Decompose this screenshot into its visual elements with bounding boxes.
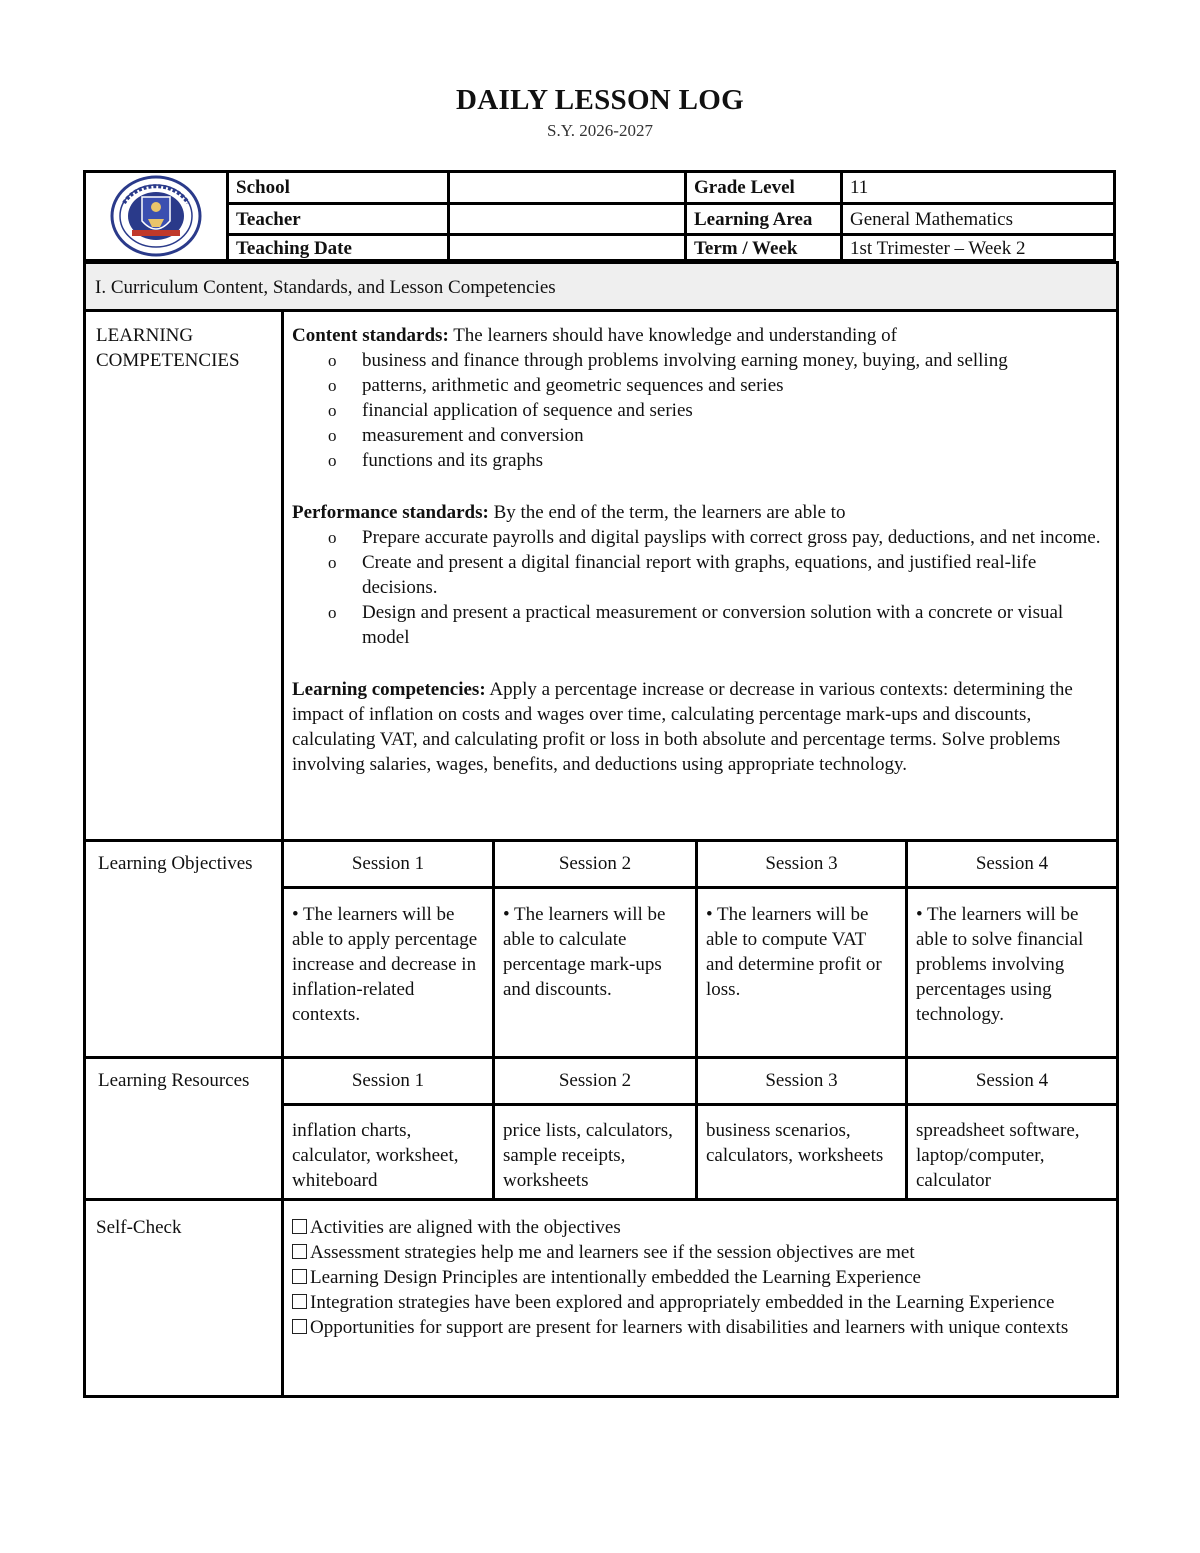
self-check-list — [292, 1215, 1107, 1340]
objective-session-2: • The learners will be able to calculate percentage mark-ups and discounts. — [503, 904, 666, 1000]
objective-session-1: • The learners will be able to apply percentage increase and decrease in inflation-related contexts. — [292, 904, 478, 1025]
resource-session-1: inflation charts, calculator, worksheet, whiteboard — [292, 1120, 459, 1191]
objective-session-4: • The learners will be able to solve financial problems involving percentages using technology. — [916, 904, 1084, 1025]
resources-session-4-heading: Session 4 — [975, 1070, 1049, 1091]
self-check-label: Self-Check — [96, 1217, 182, 1238]
bullet-marker: o — [328, 426, 337, 445]
checkbox[interactable] — [292, 1244, 307, 1259]
header-grid — [229, 173, 1113, 259]
header-row-school — [229, 173, 1113, 202]
header-row-teacher — [229, 205, 1113, 234]
school-year: S.Y. 2026-2027 — [547, 121, 653, 140]
bullet-marker: o — [328, 451, 337, 470]
content-item: o functions and its graphs — [328, 450, 544, 471]
resources-session-1-heading: Session 1 — [351, 1070, 425, 1091]
checkbox[interactable] — [292, 1319, 307, 1334]
resource-session-4: spreadsheet software, laptop/computer, calculator — [916, 1120, 1080, 1191]
content-standards: Content standards: The learners should have knowledge and understanding of — [292, 325, 897, 346]
checkbox[interactable] — [292, 1294, 307, 1309]
bullet-marker: o — [328, 401, 337, 420]
performance-item: o Design and present a practical measurement or conversion solution with a concrete or visual model — [328, 602, 1064, 648]
term-week-label: Term / Week — [694, 238, 798, 259]
objectives-session-2-heading: Session 2 — [558, 853, 632, 874]
learning-competencies-label: LEARNING COMPETENCIES — [96, 325, 240, 371]
self-check-item: Learning Design Principles are intentionally embedded the Learning Experience — [292, 1265, 1107, 1290]
learning-area-label: Learning Area — [694, 209, 813, 230]
self-check-item: Integration strategies have been explored and appropriately embedded in the Learning Experience — [292, 1290, 1107, 1315]
teaching-date-label: Teaching Date — [236, 238, 352, 259]
resource-session-3: business scenarios, calculators, worksheets — [706, 1120, 884, 1166]
teacher-field[interactable] — [450, 205, 684, 234]
standards-content — [292, 323, 1112, 777]
bullet-marker: o — [328, 603, 337, 622]
bullet-marker: o — [328, 553, 337, 572]
learning-resources-label: Learning Resources — [98, 1070, 250, 1091]
logo-cell — [86, 173, 229, 259]
self-check-item: Assessment strategies help me and learners see if the session objectives are met — [292, 1240, 1107, 1265]
learning-objectives-label: Learning Objectives — [98, 853, 253, 874]
content-standards-list — [292, 348, 1112, 473]
header-table — [83, 170, 1116, 262]
lesson-log-table — [83, 261, 1119, 1398]
teaching-date-field[interactable] — [450, 234, 684, 263]
objectives-session-3-heading: Session 3 — [765, 853, 838, 874]
resources-session-2-heading: Session 2 — [558, 1070, 632, 1091]
content-item: o financial application of sequence and series — [328, 400, 693, 421]
section-heading: I. Curriculum Content, Standards, and Lesson Competencies — [86, 264, 1116, 312]
teacher-label: Teacher — [236, 209, 301, 230]
resources-session-3-heading: Session 3 — [765, 1070, 838, 1091]
content-item: o business and finance through problems involving earning money, buying, and selling — [328, 350, 1008, 371]
grade-level-label: Grade Level — [694, 177, 795, 198]
term-week-value[interactable]: 1st Trimester – Week 2 — [850, 238, 1026, 259]
objectives-session-4-heading: Session 4 — [975, 853, 1049, 874]
school-label: School — [236, 177, 290, 198]
document-title: DAILY LESSON LOG — [456, 84, 744, 116]
header-row-date — [229, 234, 1113, 263]
learning-competencies-text: Learning competencies: Apply a percentage increase or decrease in various contexts: determining the impact of inflation on costs and wages over time, calculating percentage mark-ups and discounts, calculating VAT, and calculating profit or loss in both absolute and percentage terms. Solve problems involving salaries, wages, benefits, and deductions using appropriate technology. — [292, 679, 1073, 775]
deped-seal-icon — [110, 175, 202, 257]
performance-standards-list — [292, 525, 1112, 650]
self-check-item: Opportunities for support are present for learners with disabilities and learners with unique contexts — [292, 1315, 1107, 1340]
bullet-marker: o — [328, 351, 337, 370]
performance-standards: Performance standards: By the end of the term, the learners are able to — [292, 502, 846, 523]
content-item: o measurement and conversion — [328, 425, 584, 446]
performance-item: o Create and present a digital financial report with graphs, equations, and justified real-life decisions. — [328, 552, 1037, 598]
content-item: o patterns, arithmetic and geometric sequences and series — [328, 375, 784, 396]
checkbox[interactable] — [292, 1269, 307, 1284]
self-check-item: Activities are aligned with the objectives — [292, 1215, 1107, 1240]
bullet-marker: o — [328, 376, 337, 395]
performance-item: o Prepare accurate payrolls and digital payslips with correct gross pay, deductions, and net income. — [328, 527, 1101, 548]
checkbox[interactable] — [292, 1219, 307, 1234]
objective-session-3: • The learners will be able to compute VAT and determine profit or loss. — [706, 904, 882, 1000]
objectives-session-1-heading: Session 1 — [351, 853, 425, 874]
school-field[interactable] — [450, 173, 684, 202]
resource-session-2: price lists, calculators, sample receipts, worksheets — [503, 1120, 673, 1191]
bullet-marker: o — [328, 528, 337, 547]
grade-level-value[interactable]: 11 — [850, 177, 869, 198]
learning-area-value[interactable]: General Mathematics — [850, 209, 1014, 230]
